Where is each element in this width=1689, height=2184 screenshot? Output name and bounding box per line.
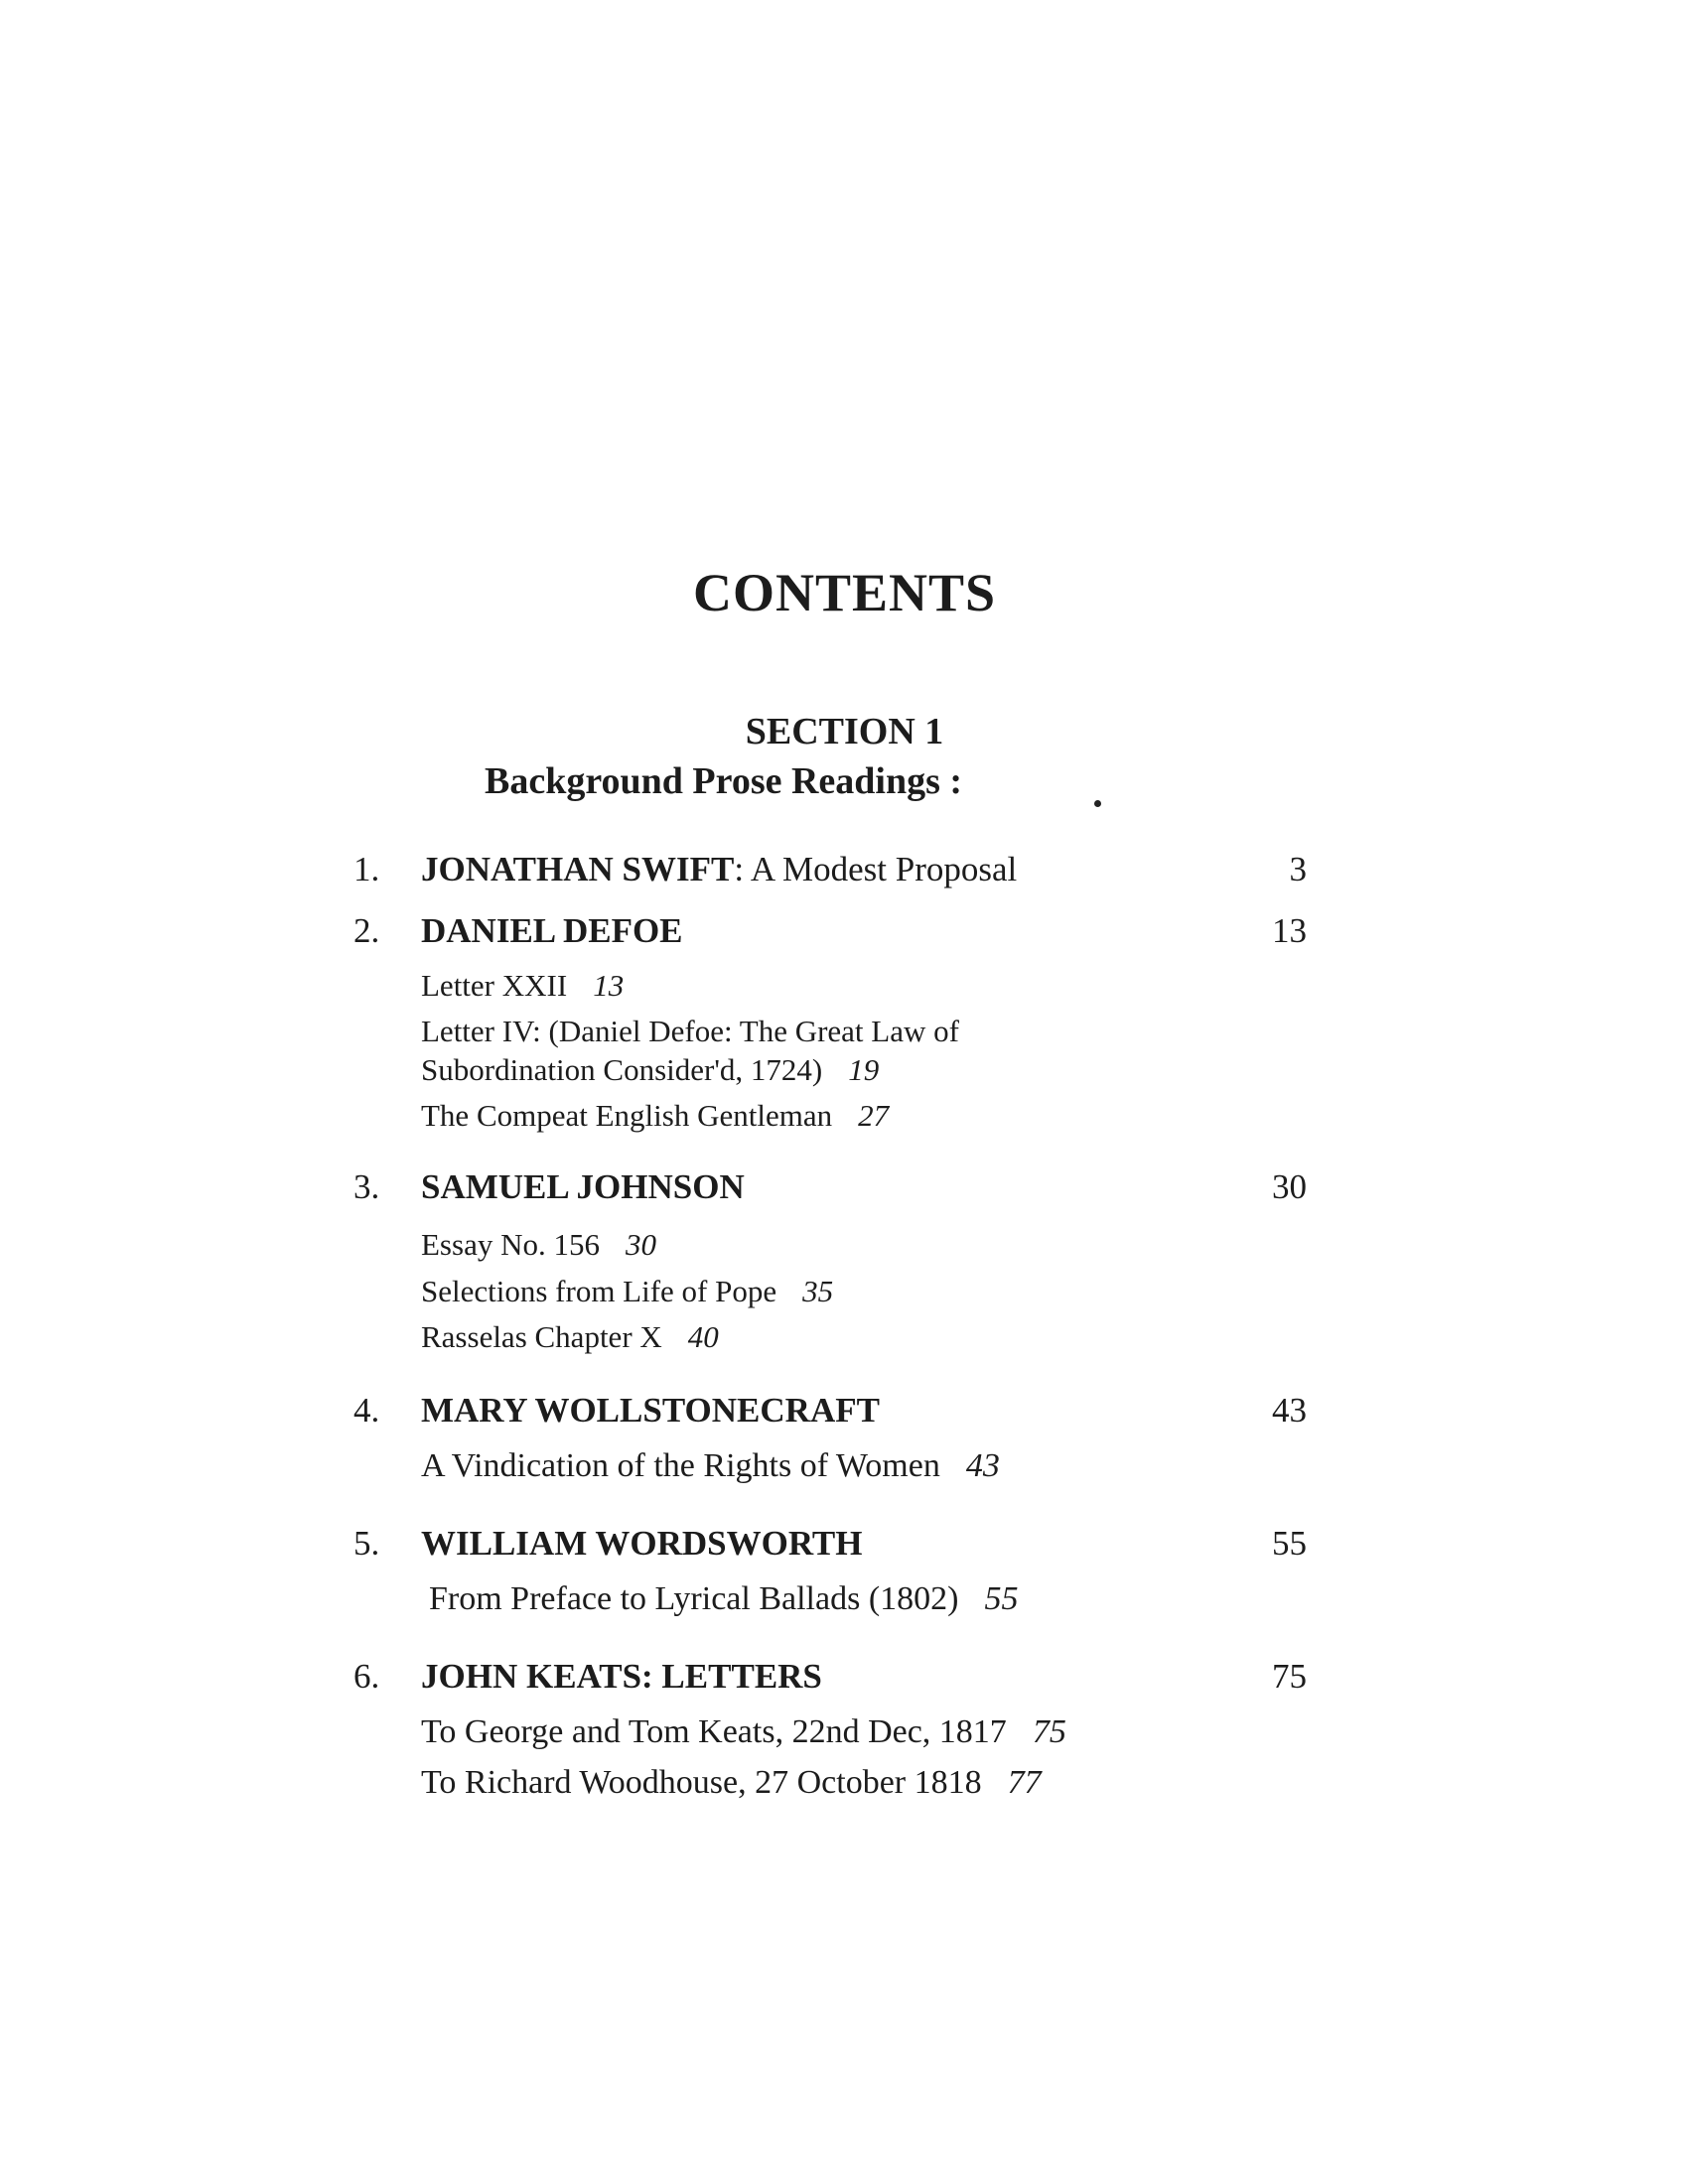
subitem-page: 13 [593,968,625,1003]
entry-page: 13 [1272,911,1307,950]
subitem-text: Letter IV: (Daniel Defoe: The Great Law of [421,1014,959,1048]
section-heading: SECTION 1 [745,711,944,752]
entry-author: SAMUEL JOHNSON [421,1167,745,1206]
entry-title [421,1391,880,1431]
entry-page: 30 [1272,1167,1307,1206]
entry-number: 5. [353,1524,380,1563]
entry-number: 3. [353,1167,380,1206]
toc-subitem [421,967,624,1005]
subitem-text: A Vindication of the Rights of Women [421,1447,940,1484]
subitem-page: 40 [687,1319,719,1354]
subitem-page: 27 [858,1098,890,1133]
entry-author: DANIEL DEFOE [421,911,683,950]
entry-page: 43 [1272,1391,1307,1430]
entry-number: 2. [353,911,380,950]
toc-subitem [421,1273,833,1310]
entry-work: : A Modest Proposal [734,850,1018,888]
subitem-text: Letter XXII [421,968,568,1003]
section-subtitle: Background Prose Readings : [485,760,963,802]
entry-page: 55 [1272,1524,1307,1563]
subitem-text: Selections from Life of Pope [421,1274,777,1308]
toc-subitem [421,1713,1066,1751]
toc-entry-wordsworth [353,1524,1307,1564]
subitem-page: 43 [965,1447,1000,1484]
entry-page: 3 [1289,850,1307,888]
subitem-page: 55 [984,1580,1019,1617]
entry-author: JOHN KEATS: LETTERS [421,1657,822,1696]
subitem-text: To Richard Woodhouse, 27 October 1818 [421,1764,982,1801]
subitem-text: Essay No. 156 [421,1227,600,1262]
subitem-text: Subordination Consider'd, 1724) [421,1052,823,1087]
entry-number: 1. [353,850,380,888]
entry-title [421,850,1017,889]
subitem-text: To George and Tom Keats, 22nd Dec, 1817 [421,1713,1007,1750]
toc-entry-johnson [353,1167,1307,1207]
toc-subitem [429,1580,1018,1618]
subitem-text: The Compeat English Gentleman [421,1098,833,1133]
toc-entry-keats [353,1657,1307,1697]
entry-author: WILLIAM WORDSWORTH [421,1524,863,1563]
toc-entry-wollstonecraft [353,1391,1307,1431]
toc-subitem [421,1447,1000,1485]
subitem-text: From Preface to Lyrical Ballads (1802) [429,1580,959,1617]
entry-title [421,1524,862,1564]
toc-entry-swift [353,850,1307,889]
entry-author: MARY WOLLSTONECRAFT [421,1391,880,1430]
toc-subitem [421,1318,719,1356]
subitem-page: 35 [802,1274,834,1308]
entry-number: 4. [353,1391,380,1430]
toc-subitem [421,1051,879,1089]
toc-subitem [421,1226,656,1264]
entry-title [421,1167,745,1207]
subitem-page: 30 [625,1227,656,1262]
entry-page: 75 [1272,1657,1307,1696]
toc-subitem [421,1097,889,1135]
page-title: CONTENTS [692,563,997,622]
entry-author: JONATHAN SWIFT [421,850,735,888]
entry-title [421,911,683,951]
subitem-page: 19 [848,1052,880,1087]
subitem-page: 75 [1032,1713,1066,1750]
subitem-page: 77 [1007,1764,1042,1801]
toc-subitem [421,1764,1042,1802]
entry-number: 6. [353,1657,380,1696]
entry-title [421,1657,822,1697]
stray-dot [1094,800,1101,807]
toc-subitem [421,1013,959,1050]
subitem-text: Rasselas Chapter X [421,1319,662,1354]
toc-entry-defoe [353,911,1307,951]
